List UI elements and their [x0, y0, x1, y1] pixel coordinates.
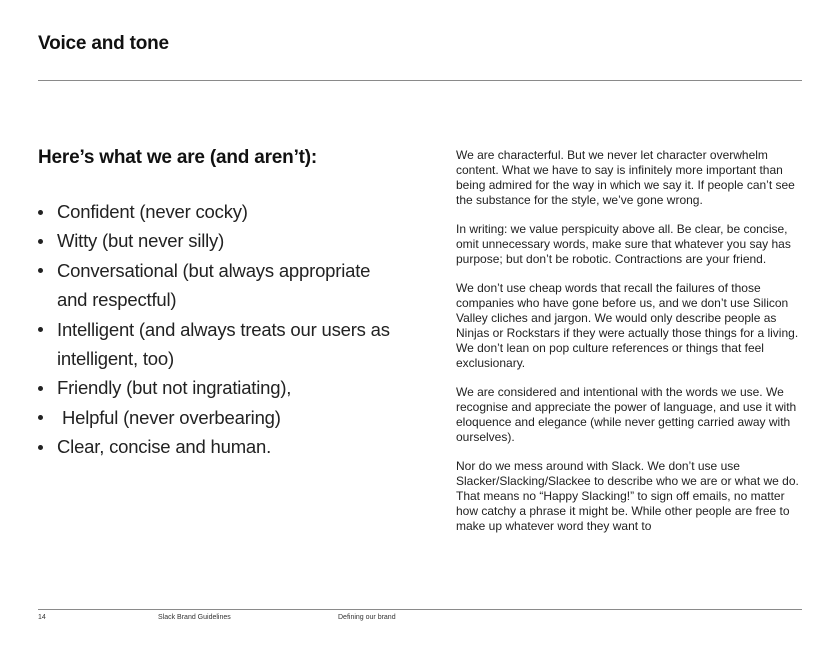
bullet-icon — [38, 327, 43, 332]
list-item-text: Conversational (but always appropriate and respectful) — [57, 259, 371, 311]
list-item-text: Friendly (but not ingratiating), — [57, 377, 292, 399]
page-title: Voice and tone — [38, 33, 169, 54]
list-item-text: Helpful (never overbearing) — [57, 406, 281, 428]
section-name: Defining our brand — [338, 614, 396, 621]
bullet-icon — [38, 415, 43, 420]
list-item — [38, 403, 398, 432]
body-paragraph: We are considered and intentional with the words we use. We recognise and appreciate the power of language, and use it with eloquence and elegance (while never getting carried away with ourselves). — [456, 385, 797, 444]
traits-list — [38, 197, 398, 462]
footer-divider — [38, 609, 802, 610]
body-paragraph: In writing: we value perspicuity above all. Be clear, be concise, omit unnecessary words, make sure that whatever you say has purpose; but don’t be robotic. Contractions are your friend. — [456, 222, 791, 266]
document-title: Slack Brand Guidelines — [158, 614, 231, 621]
list-item-text: Clear, concise and human. — [57, 436, 272, 458]
list-item-text: Witty (but never silly) — [57, 230, 225, 252]
body-text-column — [456, 148, 802, 548]
list-item — [38, 432, 398, 461]
list-item — [38, 226, 398, 255]
body-paragraph: Nor do we mess around with Slack. We don’t use use Slacker/Slacking/Slackee to describe who we are or what we do. That means no “Happy Slacking!” to sign off emails, no matter how catchy a phrase it might be. While other people are free to make up whatever word they want to — [456, 459, 799, 533]
section-heading: Here’s what we are (and aren’t): — [38, 147, 318, 168]
bullet-icon — [38, 239, 43, 244]
body-paragraph: We don’t use cheap words that recall the failures of those companies who have gone before us, and we don’t use Silicon Valley cliches and jargon. We would only describe people as Ninjas or Rockstars if they were actually those things for a living. We don’t lean on pop culture references or things that feel exclusionary. — [456, 281, 799, 370]
list-item — [38, 256, 398, 315]
header-divider — [38, 80, 802, 81]
page-number: 14 — [38, 614, 46, 621]
bullet-icon — [38, 386, 43, 391]
bullet-icon — [38, 210, 43, 215]
list-item-text: Confident (never cocky) — [57, 201, 248, 222]
list-item — [38, 197, 398, 226]
list-item — [38, 373, 398, 402]
list-item-text: Intelligent (and always treats our users as intelligent, too) — [57, 318, 390, 370]
list-item — [38, 315, 398, 374]
bullet-icon — [38, 445, 43, 450]
body-paragraph: We are characterful. But we never let character overwhelm content. What we have to say is infinitely more important than being admired for the way in which we say it. If people can’t see the substance for the style, we’ve gone wrong. — [456, 148, 795, 207]
bullet-icon — [38, 268, 43, 273]
